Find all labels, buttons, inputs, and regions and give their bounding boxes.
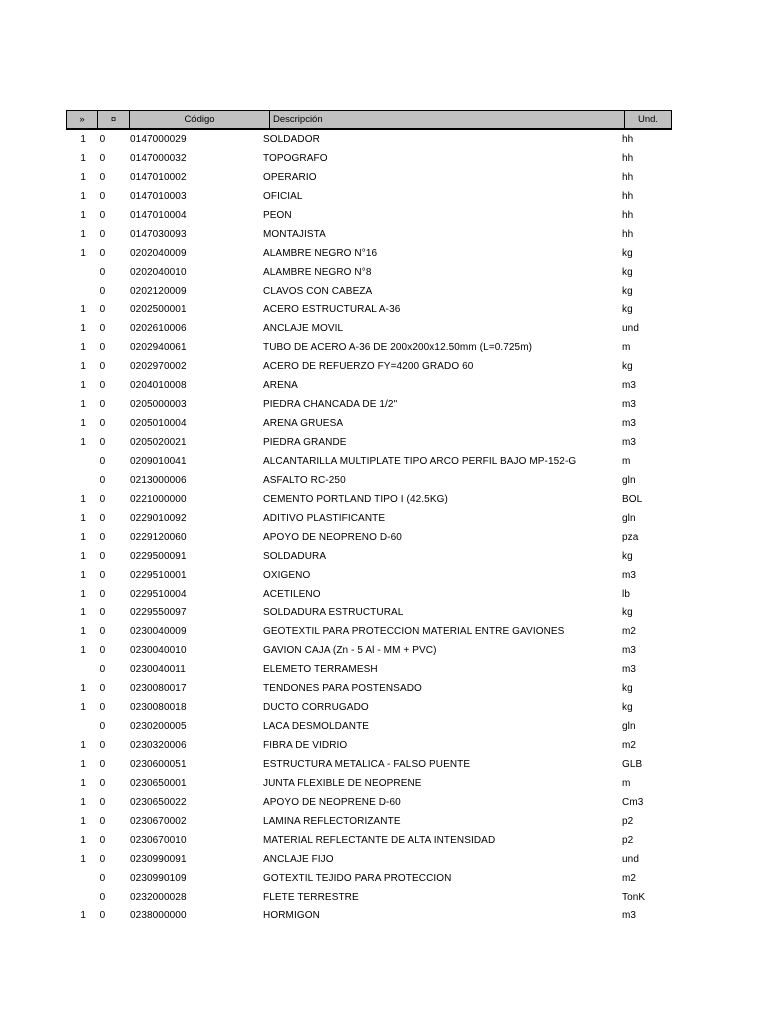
cell-marker: 0 [99,266,106,278]
cell-codigo: 0230990109 [130,872,187,884]
cell-und: kg [622,304,633,316]
cell-flag: 1 [80,399,86,411]
cell-codigo: 0230650001 [130,777,187,789]
cell-codigo: 0229120060 [130,531,187,543]
table-row[interactable] [66,698,672,717]
cell-descripcion: ALAMBRE NEGRO N°8 [263,266,372,278]
table-row[interactable] [66,736,672,755]
cell-flag: 1 [80,758,86,770]
cell-marker: 0 [99,796,106,808]
cell-codigo: 0230040009 [130,626,187,638]
cell-descripcion: MONTAJISTA [263,228,326,240]
cell-marker: 0 [99,853,106,865]
cell-codigo: 0213000006 [130,474,187,486]
cell-descripcion: MATERIAL REFLECTANTE DE ALTA INTENSIDAD [263,834,496,846]
table-row[interactable] [66,395,672,414]
cell-marker: 0 [99,342,106,354]
cell-descripcion: OPERARIO [263,171,317,183]
cell-descripcion: PEON [263,209,292,221]
cell-marker: 0 [99,209,106,221]
cell-flag: 1 [80,304,86,316]
cell-flag: 1 [80,323,86,335]
cell-descripcion: ACERO ESTRUCTURAL A-36 [263,304,401,316]
cell-descripcion: LAMINA REFLECTORIZANTE [263,815,401,827]
table-row[interactable] [66,793,672,812]
cell-marker: 0 [99,815,106,827]
header-col-marker[interactable]: ¤ [97,110,130,130]
cell-codigo: 0230670002 [130,815,187,827]
cell-descripcion: GOTEXTIL TEJIDO PARA PROTECCION [263,872,452,884]
cell-und: m3 [622,380,637,392]
cell-flag: 1 [80,740,86,751]
cell-und: m3 [622,910,637,922]
cell-flag [66,452,86,471]
cell-marker: 0 [99,607,106,619]
cell-und: gln [622,721,636,733]
cell-marker: 0 [99,361,106,373]
cell-flag: 1 [80,607,86,619]
cell-marker: 0 [99,683,106,695]
cell-flag [66,660,86,679]
table-row[interactable] [66,622,672,641]
cell-marker: 0 [99,190,106,202]
cell-marker: 0 [99,493,106,505]
cell-und: hh [622,134,634,145]
cell-marker: 0 [99,228,106,240]
cell-und: gln [622,512,636,524]
cell-flag: 1 [80,380,86,392]
cell-marker: 0 [99,323,106,335]
cell-und: p2 [622,834,634,846]
table-row[interactable] [66,528,672,547]
cell-marker: 0 [99,380,106,392]
cell-flag [66,869,86,888]
cell-und: kg [622,550,633,562]
cell-marker: 0 [99,834,106,846]
cell-marker: 0 [99,152,106,164]
cell-descripcion: HORMIGON [263,910,320,922]
table-row[interactable] [66,263,672,282]
table-row[interactable] [66,168,672,187]
cell-marker: 0 [99,285,106,297]
cell-flag: 1 [80,702,86,714]
table-row[interactable] [66,888,672,907]
cell-descripcion: TENDONES PARA POSTENSADO [263,683,422,695]
table-row[interactable] [66,282,672,301]
cell-und: m [622,455,631,467]
cell-codigo: 0229500091 [130,550,187,562]
cell-codigo: 0202040009 [130,247,187,259]
table-header [66,110,672,130]
cell-flag: 1 [80,550,86,562]
cell-marker: 0 [99,304,106,316]
cell-und: kg [622,247,633,259]
cell-und: kg [622,266,633,278]
table-row[interactable] [66,679,672,698]
cell-und: m [622,777,631,789]
cell-flag [66,717,86,736]
cell-und: m2 [622,626,637,638]
table-row[interactable] [66,433,672,452]
table-row[interactable] [66,319,672,338]
cell-codigo: 0229510001 [130,569,187,581]
cell-codigo: 0202610006 [130,323,187,335]
cell-codigo: 0147000032 [130,152,187,164]
cell-descripcion: GAVION CAJA (Zn - 5 Al - MM + PVC) [263,645,437,657]
cell-marker: 0 [99,872,106,884]
table-row[interactable] [66,206,672,225]
cell-flag: 1 [80,361,86,373]
cell-codigo: 0230990091 [130,853,187,865]
cell-und: und [622,323,639,335]
table-row[interactable] [66,300,672,319]
cell-marker: 0 [99,474,106,486]
cell-und: hh [622,209,634,221]
cell-flag: 1 [80,910,86,922]
cell-und: kg [622,285,633,297]
cell-codigo: 0229550097 [130,607,187,619]
cell-und: lb [622,588,630,600]
cell-codigo: 0230670010 [130,834,187,846]
table-row[interactable] [66,585,672,604]
cell-codigo: 0204010008 [130,380,187,392]
cell-flag: 1 [80,493,86,505]
cell-codigo: 0147000029 [130,134,187,145]
cell-codigo: 0229510004 [130,588,187,600]
cell-codigo: 0202940061 [130,342,187,354]
cell-descripcion: JUNTA FLEXIBLE DE NEOPRENE [263,777,422,789]
cell-und: und [622,853,639,865]
cell-flag: 1 [80,645,86,657]
cell-descripcion: ALAMBRE NEGRO N°16 [263,247,378,259]
cell-und: p2 [622,815,634,827]
cell-codigo: 0230040010 [130,645,187,657]
cell-marker: 0 [99,721,106,733]
cell-codigo: 0230600051 [130,758,187,770]
cell-descripcion: OXIGENO [263,569,311,581]
cell-und: m3 [622,664,637,676]
table-row[interactable] [66,509,672,528]
cell-und: m3 [622,437,637,448]
cell-marker: 0 [99,171,106,183]
cell-codigo: 0205000003 [130,399,187,411]
cell-und: m [622,342,631,354]
header-col-descripcion[interactable]: Descripción [269,110,625,130]
cell-marker: 0 [99,418,106,430]
cell-descripcion: ADITIVO PLASTIFICANTE [263,512,386,524]
cell-descripcion: ASFALTO RC-250 [263,474,346,486]
cell-und: kg [622,702,633,714]
cell-und: Cm3 [622,796,644,808]
cell-codigo: 0205010004 [130,418,187,430]
cell-und: kg [622,361,633,373]
table-row[interactable] [66,812,672,831]
cell-und: BOL [622,493,643,505]
cell-descripcion: PIEDRA GRANDE [263,437,347,448]
header-col-flag[interactable]: » [66,110,98,130]
cell-descripcion: FIBRA DE VIDRIO [263,740,348,751]
cell-codigo: 0147010004 [130,209,187,221]
cell-und: TonK [622,891,646,903]
cell-flag: 1 [80,796,86,808]
table-row[interactable] [66,471,672,490]
cell-descripcion: SOLDADOR [263,134,320,145]
cell-marker: 0 [99,134,106,145]
cell-flag: 1 [80,209,86,221]
table-body [66,130,672,925]
cell-flag: 1 [80,342,86,354]
cell-marker: 0 [99,664,106,676]
table-row[interactable] [66,187,672,206]
materials-table [66,110,672,925]
cell-codigo: 0230080018 [130,702,187,714]
cell-codigo: 0229010092 [130,512,187,524]
table-row[interactable] [66,225,672,244]
cell-und: m3 [622,418,637,430]
cell-und: m3 [622,645,637,657]
cell-descripcion: ALCANTARILLA MULTIPLATE TIPO ARCO PERFIL BAJO MP-152-G [263,455,577,467]
cell-descripcion: ACERO DE REFUERZO FY=4200 GRADO 60 [263,361,474,373]
cell-codigo: 0202970002 [130,361,187,373]
cell-und: m3 [622,569,637,581]
cell-flag: 1 [80,853,86,865]
header-col-codigo[interactable]: Código [129,110,270,130]
cell-und: kg [622,607,633,619]
header-col-und[interactable]: Und. [624,110,672,130]
cell-flag [66,263,86,282]
cell-marker: 0 [99,740,106,751]
cell-flag: 1 [80,152,86,164]
cell-descripcion: FLETE TERRESTRE [263,891,359,903]
cell-flag: 1 [80,512,86,524]
cell-descripcion: CEMENTO PORTLAND TIPO I (42.5KG) [263,493,448,505]
cell-descripcion: SOLDADURA [263,550,327,562]
cell-codigo: 0230040011 [130,664,186,676]
cell-marker: 0 [99,569,106,581]
cell-codigo: 0238000000 [130,910,187,922]
cell-descripcion: APOYO DE NEOPRENO D-60 [263,531,402,543]
cell-marker: 0 [99,531,106,543]
cell-codigo: 0230200005 [130,721,187,733]
cell-flag [66,471,86,490]
cell-descripcion: APOYO DE NEOPRENE D-60 [263,796,401,808]
cell-descripcion: ARENA [263,380,298,392]
cell-descripcion: LACA DESMOLDANTE [263,721,370,733]
cell-descripcion: GEOTEXTIL PARA PROTECCION MATERIAL ENTRE GAVIONES [263,626,565,638]
cell-marker: 0 [99,702,106,714]
cell-und: m3 [622,399,637,411]
table-row[interactable] [66,130,672,149]
cell-flag: 1 [80,815,86,827]
table-row[interactable] [66,244,672,263]
cell-codigo: 0202040010 [130,266,187,278]
table-row[interactable] [66,717,672,736]
cell-codigo: 0147030093 [130,228,187,240]
cell-codigo: 0221000000 [130,493,187,505]
cell-marker: 0 [99,777,106,789]
table-row[interactable] [66,452,672,471]
cell-marker: 0 [99,512,106,524]
cell-flag: 1 [80,777,86,789]
cell-marker: 0 [99,758,106,770]
cell-marker: 0 [99,455,106,467]
table-row[interactable] [66,850,672,869]
cell-und: hh [622,190,634,202]
cell-descripcion: SOLDADURA ESTRUCTURAL [263,607,404,619]
table-row[interactable] [66,338,672,357]
cell-descripcion: DUCTO CORRUGADO [263,702,369,714]
table-row[interactable] [66,603,672,622]
cell-flag: 1 [80,190,86,202]
cell-und: pza [622,531,639,543]
table-row[interactable] [66,376,672,395]
table-row[interactable] [66,831,672,850]
cell-und: m2 [622,872,637,884]
cell-descripcion: ELEMETO TERRAMESH [263,664,378,676]
cell-flag [66,282,86,301]
cell-flag: 1 [80,437,86,448]
cell-descripcion: ANCLAJE FIJO [263,853,334,865]
cell-und: hh [622,152,634,164]
cell-und: gln [622,474,636,486]
cell-descripcion: ESTRUCTURA METALICA - FALSO PUENTE [263,758,471,770]
cell-und: kg [622,683,633,695]
table-row[interactable] [66,357,672,376]
cell-flag: 1 [80,834,86,846]
cell-marker: 0 [99,626,106,638]
cell-marker: 0 [99,437,106,448]
cell-codigo: 0209010041 [130,455,187,467]
cell-flag: 1 [80,228,86,240]
table-row[interactable] [66,414,672,433]
cell-codigo: 0202120009 [130,285,187,297]
cell-descripcion: CLAVOS CON CABEZA [263,285,373,297]
table-row[interactable] [66,906,672,925]
cell-codigo: 0230320006 [130,740,187,751]
cell-und: hh [622,171,634,183]
cell-marker: 0 [99,550,106,562]
table-row[interactable] [66,490,672,509]
cell-flag: 1 [80,418,86,430]
table-row[interactable] [66,641,672,660]
cell-flag: 1 [80,569,86,581]
table-row[interactable] [66,755,672,774]
cell-flag [66,888,86,907]
cell-codigo: 0232000028 [130,891,187,903]
cell-und: m2 [622,740,637,751]
cell-marker: 0 [99,588,106,600]
table-row[interactable] [66,660,672,679]
cell-flag: 1 [80,247,86,259]
cell-descripcion: TUBO DE ACERO A-36 DE 200x200x12.50mm (L=0.725m) [263,342,533,354]
cell-codigo: 0205020021 [130,437,187,448]
cell-codigo: 0147010003 [130,190,187,202]
cell-marker: 0 [99,247,106,259]
cell-flag: 1 [80,683,86,695]
cell-codigo: 0202500001 [130,304,187,316]
cell-marker: 0 [99,399,106,411]
cell-descripcion: ACETILENO [263,588,321,600]
cell-codigo: 0230080017 [130,683,187,695]
cell-descripcion: TOPOGRAFO [263,152,328,164]
cell-descripcion: PIEDRA CHANCADA DE 1/2" [263,399,398,411]
cell-codigo: 0230650022 [130,796,187,808]
cell-flag: 1 [80,626,86,638]
cell-descripcion: OFICIAL [263,190,303,202]
cell-und: hh [622,228,634,240]
cell-und: GLB [622,758,643,770]
table-row[interactable] [66,547,672,566]
cell-flag: 1 [80,588,86,600]
cell-flag: 1 [80,531,86,543]
table-row[interactable] [66,149,672,168]
table-row[interactable] [66,774,672,793]
cell-marker: 0 [99,891,106,903]
cell-marker: 0 [99,910,106,922]
cell-descripcion: ANCLAJE MOVIL [263,323,344,335]
cell-descripcion: ARENA GRUESA [263,418,344,430]
cell-flag: 1 [80,134,86,145]
table-row[interactable] [66,869,672,888]
cell-flag: 1 [80,171,86,183]
cell-codigo: 0147010002 [130,171,187,183]
table-row[interactable] [66,566,672,585]
cell-marker: 0 [99,645,106,657]
